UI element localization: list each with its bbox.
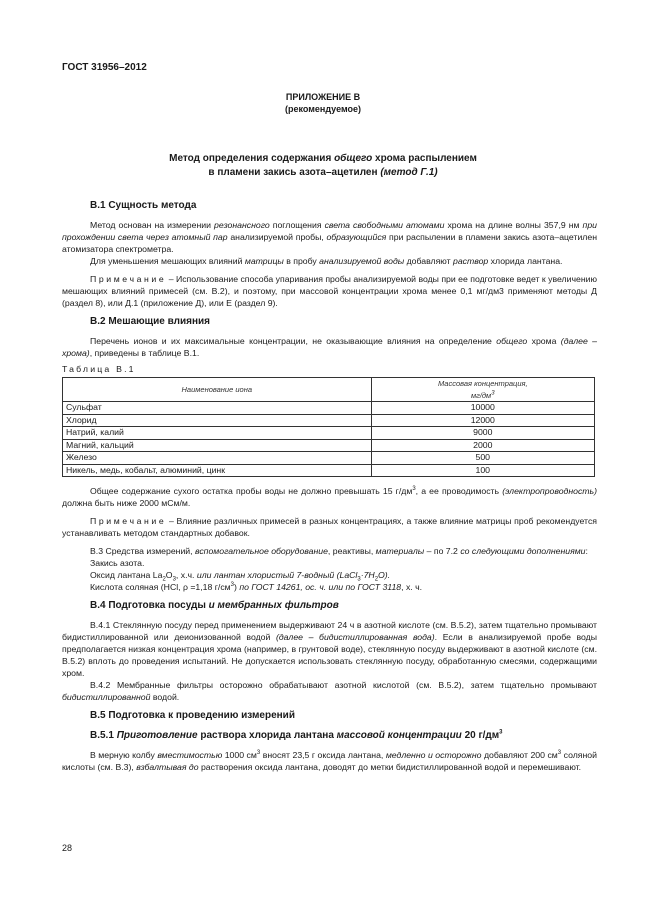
text-run: (далее – бидистиллированная вода) <box>275 632 435 642</box>
document-code: ГОСТ 31956–2012 <box>62 62 147 73</box>
text-run: 1000 см <box>222 750 257 760</box>
paragraph <box>62 581 597 593</box>
text-run: соляной кислоты (см. В.3), <box>62 750 597 772</box>
text-run: В.1 Сущность метода <box>90 200 197 211</box>
text-run: 3 <box>172 576 176 583</box>
text-run: (далее – хрома) <box>62 336 597 358</box>
text-run: бидистиллированной <box>62 692 151 702</box>
text-run: ) <box>234 582 240 592</box>
text-run: 3 <box>412 486 416 493</box>
text-run: : <box>585 546 588 556</box>
concentration-value: 100 <box>371 464 594 477</box>
text-run: по ГОСТ 14261, ос. ч. или по ГОСТ 3118 <box>239 582 402 592</box>
ion-name: Железо <box>63 452 372 465</box>
text-run: В.5 Подготовка к проведению измерений <box>90 710 295 721</box>
header-text: Массовая концентрация, <box>437 379 528 388</box>
paragraph <box>62 485 597 509</box>
text-run: вносят 23,5 г оксида лантана, <box>260 750 386 760</box>
text-run: . Если в анализируемой пробе воды предполагается низкая концентрация хрома (например, в грунтовой воде), стеклянную посуду выдерживают в азотной кислоте (см. В.5.2) вплоть до проведения испытаний. Не допускается использовать стеклянную посуду, обработанную смесями, содержащими хром. <box>62 632 597 678</box>
paragraph <box>62 545 597 557</box>
paragraph <box>62 679 597 703</box>
text-run: в пробу <box>283 256 320 266</box>
text-run: взбалтывая до <box>136 762 199 772</box>
text-run: медленно и осторожно <box>385 750 482 760</box>
text-run: Закись азота. <box>90 558 145 568</box>
paragraph <box>62 569 597 581</box>
text-run: света свободными атомами <box>324 220 445 230</box>
table-row <box>63 452 595 465</box>
note-label: Примечание <box>90 274 167 284</box>
text-run: В.3 Средства измерений, <box>90 546 195 556</box>
text-run: В мерную колбу <box>90 750 158 760</box>
section-heading <box>62 729 597 742</box>
appendix-label: ПРИЛОЖЕНИЕ В <box>285 92 361 102</box>
table-row <box>63 414 595 427</box>
text-run: Приготовление <box>116 730 198 741</box>
text-run: Для уменьшения мешающих влияний <box>90 256 245 266</box>
header-unit-exp: 3 <box>491 390 495 396</box>
table-row <box>63 464 595 477</box>
text-run: , х.ч. <box>175 570 197 580</box>
text-run: общего <box>496 336 528 346</box>
text-run: раствор <box>453 256 489 266</box>
text-run: хрома распылением <box>372 153 477 164</box>
text-run: массовой концентрации <box>336 730 462 741</box>
text-run: – по 7.2 <box>424 546 461 556</box>
text-run: резонансного <box>214 220 270 230</box>
text-run: анализируемой пробы, <box>227 232 327 242</box>
text-run: раствора хлорида лантана <box>197 730 337 741</box>
paragraph <box>62 515 597 539</box>
text-run: хлорида лантана. <box>488 256 563 266</box>
text-run: Оксид лантана La <box>90 570 163 580</box>
document-body <box>62 199 597 773</box>
table-row <box>63 402 595 415</box>
text-run: должна быть ниже 2000 мСм/м. <box>62 498 191 508</box>
table-row <box>63 427 595 440</box>
text-run: (электропроводность) <box>502 486 597 496</box>
text-run: В.4.2 Мембранные фильтры осторожно обрабатывают азотной кислотой (см. В.5.2), затем тщательно промывают <box>90 680 597 690</box>
method-title <box>0 152 646 180</box>
text-run: матрицы <box>244 256 284 266</box>
text-run: В.4.1 Стеклянную посуду перед применением выдерживают 24 ч в азотной кислоте (см. В.5.2), затем тщательно промывают бидистиллированной или деионизованной водой <box>62 620 597 642</box>
text-run: хрома <box>527 336 561 346</box>
column-header-ion: Наименование иона <box>63 378 372 402</box>
paragraph <box>62 749 597 773</box>
text-run: 3 <box>230 582 234 589</box>
text-run: 3 <box>357 576 361 583</box>
text-run: Общее содержание сухого остатка пробы воды не должно превышать 15 г/дм <box>90 486 413 496</box>
text-run: образующийся <box>326 232 387 242</box>
text-run: ·7H <box>360 570 375 580</box>
table-row <box>63 439 595 452</box>
paragraph <box>62 219 597 255</box>
text-run: добавляют 200 см <box>481 750 558 760</box>
ion-name: Никель, медь, кобальт, алюминий, цинк <box>63 464 372 477</box>
ion-name: Сульфат <box>63 402 372 415</box>
table-caption: Таблица В.1 <box>62 364 136 374</box>
text-run: материалы <box>375 546 425 556</box>
text-run: при прохождении света через атомный пар <box>62 220 597 242</box>
concentration-value: 10000 <box>371 402 594 415</box>
table-header-row <box>63 378 595 402</box>
text-run: , а ее проводимость <box>415 486 503 496</box>
text-run: 3 <box>557 750 562 757</box>
text-run: поглощения <box>269 220 325 230</box>
text-run: , реактивы, <box>327 546 376 556</box>
paragraph <box>62 619 597 679</box>
paragraph <box>62 557 597 569</box>
appendix-heading <box>0 91 646 115</box>
text-run: добавляют <box>404 256 453 266</box>
text-run: – Использование способа упаривания пробы анализируемой воды при ее подготовке ведет к увеличению мешающих влияний примесей (см. В.2), и поэтому, при массовой концентрации хрома менее 0,1 мг/дм3 применяют методы Д (раздел 8), или Д.1 (приложение Д), или Е (раздел 9). <box>62 274 597 308</box>
concentration-value: 2000 <box>371 439 594 452</box>
concentration-value: 9000 <box>371 427 594 440</box>
text-run: , х. ч. <box>401 582 423 592</box>
text-run: , приведены в таблице В.1. <box>89 348 200 358</box>
text-run: или лантан хлористый 7-водный (LaCl <box>196 570 358 580</box>
text-run: 20 г/дм <box>461 730 500 741</box>
text-run: вместимостью <box>157 750 223 760</box>
header-unit: мг/дм <box>470 390 492 400</box>
text-run: (метод Г.1) <box>380 167 438 178</box>
text-run: при распылении в пламени закись азота–ацетилен атомизатора спектрометра. <box>62 232 597 254</box>
text-run: В.5.1 <box>90 730 117 741</box>
column-header-concentration <box>371 378 594 402</box>
text-run: хрома на длине волны 357,9 нм <box>444 220 583 230</box>
text-run: Кислота соляная (HCl, ρ =1,18 г/см <box>90 582 231 592</box>
appendix-status: (рекомендуемое) <box>285 104 361 114</box>
text-run: O). <box>378 570 391 580</box>
text-run: Перечень ионов и их максимальные концентрации, не оказывающие влияния на определение <box>90 336 497 346</box>
text-run: 2 <box>374 576 379 583</box>
ion-name: Хлорид <box>63 414 372 427</box>
section-heading <box>62 709 597 722</box>
text-run: общего <box>334 153 373 164</box>
concentration-value: 12000 <box>371 414 594 427</box>
note-label: Примечание <box>90 516 167 526</box>
text-run: вспомогательное оборудование <box>195 546 328 556</box>
paragraph <box>62 273 597 309</box>
paragraph <box>62 335 597 359</box>
text-run: Метод основан на измерении <box>90 220 215 230</box>
text-run: водой. <box>150 692 180 702</box>
text-run: 3 <box>499 729 503 736</box>
method-title-line-2 <box>0 166 646 180</box>
ion-name: Натрий, калий <box>63 427 372 440</box>
ion-concentration-table <box>62 377 595 477</box>
text-run: растворения оксида лантана, доводят до метки бидистиллированной водой и перемешивают. <box>198 762 582 772</box>
text-run: в пламени закись азота–ацетилен <box>208 167 381 178</box>
text-run: со следующими дополнениями <box>460 546 586 556</box>
section-heading <box>62 599 597 612</box>
method-title-line-1 <box>0 152 646 166</box>
text-run: анализируемой воды <box>319 256 405 266</box>
text-run: В.2 Мешающие влияния <box>90 316 210 327</box>
page-number: 28 <box>62 843 73 853</box>
text-run: и мембранных фильтров <box>208 600 339 611</box>
text-run: – Влияние различных примесей в разных концентрациях, а также влияние матрицы проб рекомендуется устанавливать методом стандартных добавок. <box>62 516 597 538</box>
text-run: 2 <box>162 576 166 583</box>
ion-name: Магний, кальций <box>63 439 372 452</box>
text-run: 3 <box>256 750 261 757</box>
paragraph <box>62 255 597 267</box>
text-run: Метод определения содержания <box>169 153 335 164</box>
table-block <box>62 363 597 477</box>
section-heading <box>62 315 597 328</box>
text-run: В.4 Подготовка посуды <box>90 600 209 611</box>
text-run: O <box>165 570 173 580</box>
concentration-value: 500 <box>371 452 594 465</box>
section-heading <box>62 199 597 212</box>
